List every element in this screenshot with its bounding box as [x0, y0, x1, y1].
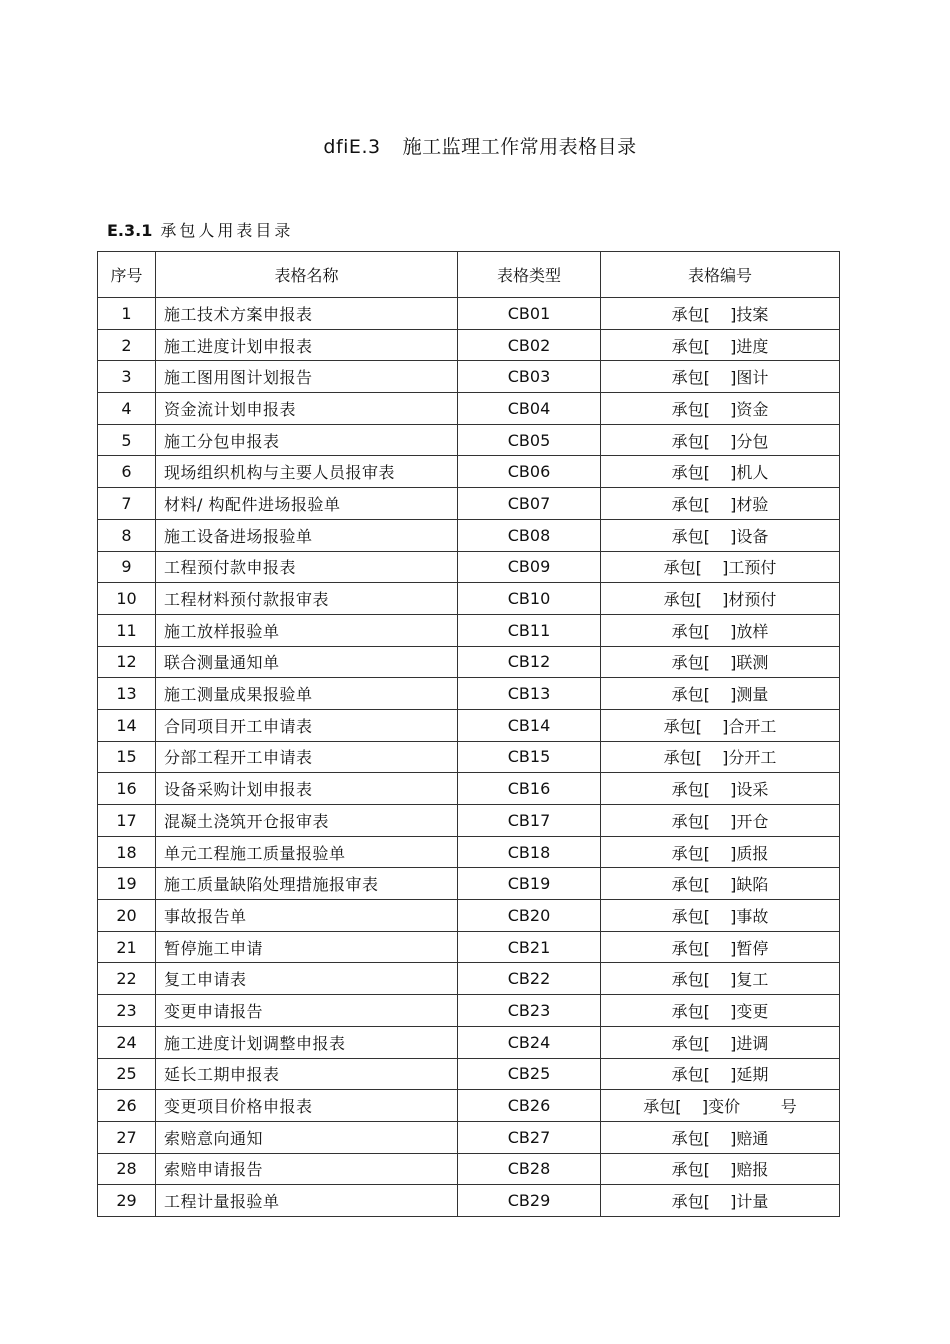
table-row — [98, 583, 840, 615]
row-form-code: 承包[ ]技案 — [601, 298, 840, 330]
heading-number: dfiE.3 — [323, 136, 381, 158]
row-serial: 5 — [98, 424, 156, 456]
table-row — [98, 519, 840, 551]
table-row — [98, 1121, 840, 1153]
section-number: E.3.1 — [107, 221, 153, 240]
table-row — [98, 995, 840, 1027]
row-form-name: 施工质量缺陷处理措施报审表 — [156, 868, 458, 900]
row-form-name: 合同项目开工申请表 — [156, 709, 458, 741]
header-form-code: 表格编号 — [601, 252, 840, 298]
row-form-code: 承包[ ]进调 — [601, 1026, 840, 1058]
row-form-code: 承包[ ]分包 — [601, 424, 840, 456]
row-form-type: CB10 — [458, 583, 601, 615]
row-serial: 3 — [98, 361, 156, 393]
table-row — [98, 773, 840, 805]
section-title: 承包人用表目录 — [160, 221, 294, 240]
row-form-name: 分部工程开工申请表 — [156, 741, 458, 773]
row-form-name: 事故报告单 — [156, 900, 458, 932]
row-serial: 17 — [98, 805, 156, 837]
row-form-type: CB26 — [458, 1090, 601, 1122]
row-form-code: 承包[ ]复工 — [601, 963, 840, 995]
row-form-code: 承包[ ]工预付 — [601, 551, 840, 583]
row-form-name: 施工进度计划申报表 — [156, 329, 458, 361]
row-serial: 13 — [98, 678, 156, 710]
row-form-name: 现场组织机构与主要人员报审表 — [156, 456, 458, 488]
table-row — [98, 868, 840, 900]
row-form-name: 复工申请表 — [156, 963, 458, 995]
row-serial: 12 — [98, 646, 156, 678]
row-form-type: CB11 — [458, 614, 601, 646]
table-row — [98, 393, 840, 425]
row-form-type: CB28 — [458, 1153, 601, 1185]
table-row — [98, 1026, 840, 1058]
row-form-type: CB22 — [458, 963, 601, 995]
form-catalog-table — [97, 251, 840, 1217]
row-form-code: 承包[ ]材预付 — [601, 583, 840, 615]
row-form-name: 工程材料预付款报审表 — [156, 583, 458, 615]
row-serial: 19 — [98, 868, 156, 900]
heading-text: 施工监理工作常用表格目录 — [402, 136, 637, 158]
row-serial: 8 — [98, 519, 156, 551]
table-row — [98, 424, 840, 456]
row-form-name: 工程预付款申报表 — [156, 551, 458, 583]
row-form-name: 单元工程施工质量报验单 — [156, 836, 458, 868]
header-serial: 序号 — [98, 252, 156, 298]
table-row — [98, 329, 840, 361]
row-form-name: 施工测量成果报验单 — [156, 678, 458, 710]
row-form-name: 混凝土浇筑开仓报审表 — [156, 805, 458, 837]
row-form-code: 承包[ ]分开工 — [601, 741, 840, 773]
row-form-code: 承包[ ]材验 — [601, 488, 840, 520]
row-form-name: 资金流计划申报表 — [156, 393, 458, 425]
table-row — [98, 614, 840, 646]
table-row — [98, 709, 840, 741]
table-row — [98, 456, 840, 488]
row-form-code: 承包[ ]暂停 — [601, 931, 840, 963]
row-form-type: CB23 — [458, 995, 601, 1027]
table-row — [98, 931, 840, 963]
row-form-name: 变更申请报告 — [156, 995, 458, 1027]
row-form-code: 承包[ ]测量 — [601, 678, 840, 710]
row-form-name: 施工放样报验单 — [156, 614, 458, 646]
row-serial: 15 — [98, 741, 156, 773]
row-serial: 23 — [98, 995, 156, 1027]
row-form-code: 承包[ ]进度 — [601, 329, 840, 361]
row-form-type: CB16 — [458, 773, 601, 805]
row-serial: 2 — [98, 329, 156, 361]
row-form-name: 延长工期申报表 — [156, 1058, 458, 1090]
row-form-type: CB27 — [458, 1121, 601, 1153]
row-form-name: 材料/ 构配件进场报验单 — [156, 488, 458, 520]
page-title — [0, 132, 950, 159]
row-serial: 11 — [98, 614, 156, 646]
table-row — [98, 900, 840, 932]
row-form-code: 承包[ ]赔通 — [601, 1121, 840, 1153]
row-form-type: CB17 — [458, 805, 601, 837]
row-form-code: 承包[ ]资金 — [601, 393, 840, 425]
row-form-code: 承包[ ]合开工 — [601, 709, 840, 741]
row-serial: 20 — [98, 900, 156, 932]
row-serial: 29 — [98, 1185, 156, 1217]
row-form-type: CB03 — [458, 361, 601, 393]
row-serial: 25 — [98, 1058, 156, 1090]
row-form-code: 承包[ ]变更 — [601, 995, 840, 1027]
row-form-type: CB14 — [458, 709, 601, 741]
table-row — [98, 1185, 840, 1217]
row-form-type: CB05 — [458, 424, 601, 456]
row-serial: 26 — [98, 1090, 156, 1122]
row-form-name: 索赔申请报告 — [156, 1153, 458, 1185]
row-form-code: 承包[ ]开仓 — [601, 805, 840, 837]
table-row — [98, 1153, 840, 1185]
row-form-type: CB09 — [458, 551, 601, 583]
row-form-code: 承包[ ]赔报 — [601, 1153, 840, 1185]
row-form-name: 施工图用图计划报告 — [156, 361, 458, 393]
row-form-code: 承包[ ]放样 — [601, 614, 840, 646]
table-row — [98, 963, 840, 995]
row-form-name: 工程计量报验单 — [156, 1185, 458, 1217]
row-form-name: 暂停施工申请 — [156, 931, 458, 963]
row-serial: 6 — [98, 456, 156, 488]
row-form-type: CB19 — [458, 868, 601, 900]
table-row — [98, 1058, 840, 1090]
table-row — [98, 646, 840, 678]
row-form-code: 承包[ ]设备 — [601, 519, 840, 551]
row-serial: 21 — [98, 931, 156, 963]
table-row — [98, 678, 840, 710]
row-serial: 4 — [98, 393, 156, 425]
row-form-type: CB07 — [458, 488, 601, 520]
row-form-type: CB29 — [458, 1185, 601, 1217]
row-serial: 9 — [98, 551, 156, 583]
row-serial: 22 — [98, 963, 156, 995]
row-form-type: CB08 — [458, 519, 601, 551]
header-form-type: 表格类型 — [458, 252, 601, 298]
table-row — [98, 836, 840, 868]
table-row — [98, 361, 840, 393]
table-row — [98, 1090, 840, 1122]
row-form-type: CB04 — [458, 393, 601, 425]
row-form-code: 承包[ ]事故 — [601, 900, 840, 932]
row-serial: 16 — [98, 773, 156, 805]
row-serial: 18 — [98, 836, 156, 868]
table-header-row — [98, 252, 840, 298]
row-form-code: 承包[ ]计量 — [601, 1185, 840, 1217]
row-form-type: CB15 — [458, 741, 601, 773]
table-row — [98, 805, 840, 837]
row-form-code: 承包[ ]设采 — [601, 773, 840, 805]
row-form-code: 承包[ ]联测 — [601, 646, 840, 678]
row-form-type: CB13 — [458, 678, 601, 710]
row-form-name: 设备采购计划申报表 — [156, 773, 458, 805]
row-serial: 27 — [98, 1121, 156, 1153]
row-form-type: CB24 — [458, 1026, 601, 1058]
row-serial: 7 — [98, 488, 156, 520]
header-form-name: 表格名称 — [156, 252, 458, 298]
table-row — [98, 551, 840, 583]
row-form-code: 承包[ ]机人 — [601, 456, 840, 488]
row-form-code: 承包[ ]缺陷 — [601, 868, 840, 900]
row-form-name: 施工技术方案申报表 — [156, 298, 458, 330]
table-row — [98, 488, 840, 520]
row-form-type: CB01 — [458, 298, 601, 330]
row-form-code: 承包[ ]延期 — [601, 1058, 840, 1090]
row-form-type: CB20 — [458, 900, 601, 932]
row-serial: 24 — [98, 1026, 156, 1058]
row-form-code: 承包[ ]图计 — [601, 361, 840, 393]
row-form-name: 联合测量通知单 — [156, 646, 458, 678]
row-form-type: CB18 — [458, 836, 601, 868]
row-serial: 1 — [98, 298, 156, 330]
row-form-type: CB12 — [458, 646, 601, 678]
row-form-type: CB21 — [458, 931, 601, 963]
row-serial: 14 — [98, 709, 156, 741]
row-form-type: CB25 — [458, 1058, 601, 1090]
row-serial: 10 — [98, 583, 156, 615]
row-form-name: 索赔意向通知 — [156, 1121, 458, 1153]
row-form-name: 变更项目价格申报表 — [156, 1090, 458, 1122]
table-row — [98, 298, 840, 330]
row-form-name: 施工进度计划调整申报表 — [156, 1026, 458, 1058]
row-form-type: CB06 — [458, 456, 601, 488]
row-form-name: 施工设备进场报验单 — [156, 519, 458, 551]
section-heading — [107, 218, 293, 241]
table-row — [98, 741, 840, 773]
row-form-type: CB02 — [458, 329, 601, 361]
row-form-name: 施工分包申报表 — [156, 424, 458, 456]
row-form-code: 承包[ ]质报 — [601, 836, 840, 868]
row-serial: 28 — [98, 1153, 156, 1185]
row-form-code: 承包[ ]变价 号 — [601, 1090, 840, 1122]
